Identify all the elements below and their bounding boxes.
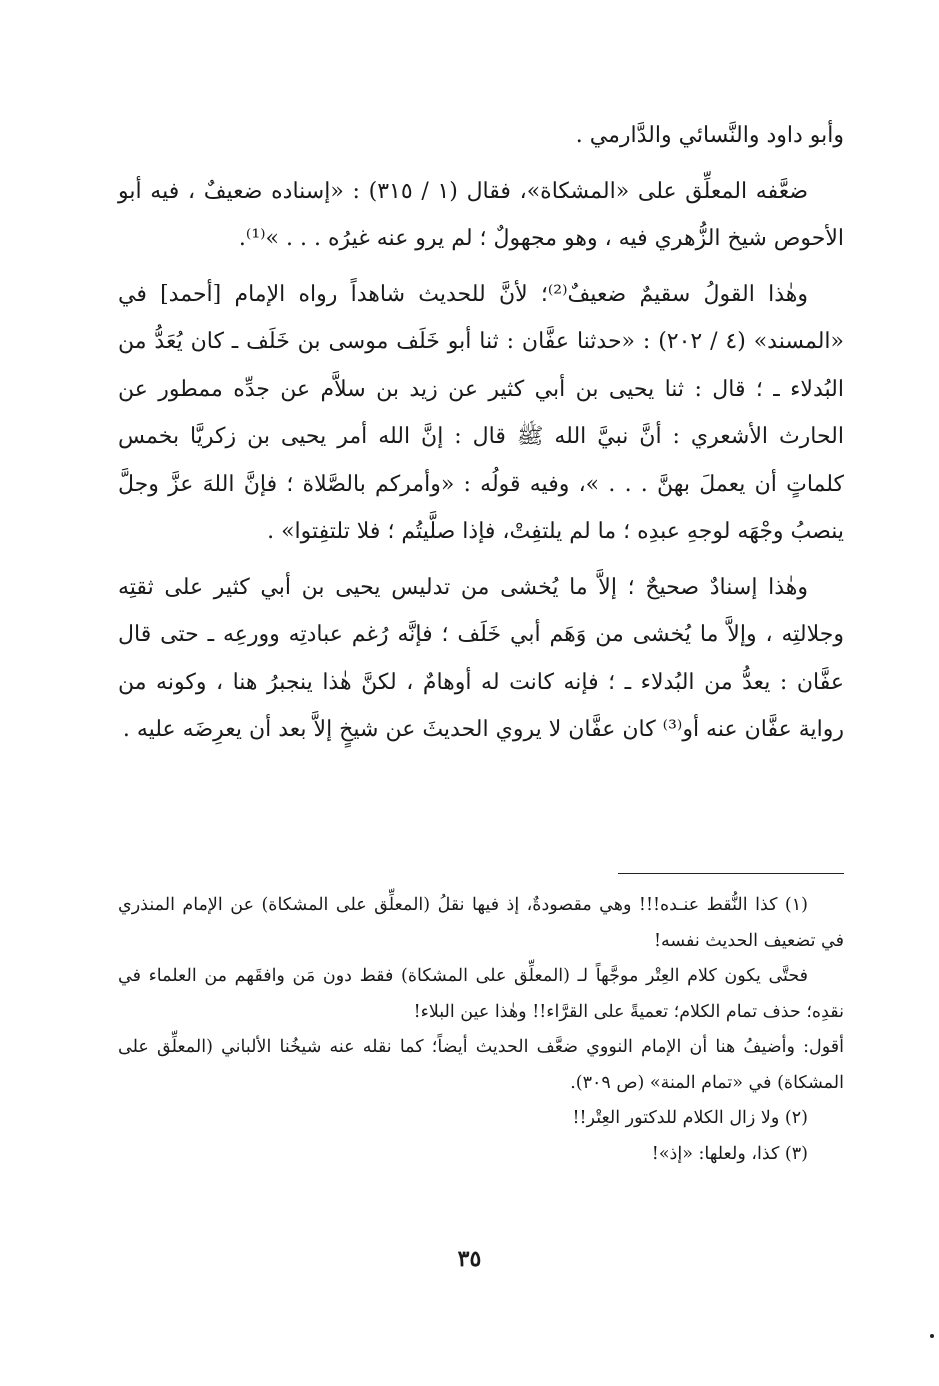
page-number: ٣٥ [457,1246,482,1272]
footnote-1: (١) كذا النُّقط عنـده!!! وهي مقصودةٌ، إذ فيها نقلُ (المعلِّق على المشكاة) عن الإمام المنذري في تضعيف الحديث نفسه! [118,895,844,951]
footnote-1-comment: أقول: وأضيفُ هنا أن الإمام النووي ضعَّف الحديث أيضاً؛ كما نقله عنه شيخُنا الألباني (المعلِّق على المشكاة) في «تمام المنة» (ص ٣٠٩). [118,1037,844,1093]
paragraph-2: ضعَّفه المعلِّق على «المشكاة»، فقال (١ / ٣١٥) : «إسناده ضعيفٌ ، فيه أبو الأحوص شيخ الزُّهري فيه ، وهو مجهولٌ ؛ لم يرو عنه غيرُه . . . »⁽¹⁾. [118,178,844,251]
paragraph-3: وهٰذا القولُ سقيمٌ ضعيفٌ⁽²⁾؛ لأنَّ للحديث شاهداً رواه الإمام [أحمد] في «المسند» (٤ / ٢٠٢) : «حدثنا عفَّان : ثنا أبو خَلَف موسى بن خَلَف ـ كان يُعَدُّ من البُدلاء ـ ؛ قال : ثنا يحيى بن أبي كثير عن زيد بن سلاَّم عن جدِّه ممطور عن الحارث الأشعري : أنَّ نبيَّ الله ﷺ قال : إنَّ الله أمر يحيى بن زكريَّا بخمس كلماتٍ أن يعملَ بهنَّ . . . »، وفيه قولُه : «وأمركم بالصَّلاة ؛ فإنَّ اللهَ عزَّ وجلَّ ينصبُ وجْهَه لوجهِ عبدِه ؛ ما لم يلتفِتْ، فإذا صلَّيتُم ؛ فلا تلتفِتوا» . [118,281,844,544]
footnote-3: (٣) كذا، ولعلها: «إذ»! [651,1143,808,1164]
footnote-2: (٢) ولا زال الكلام للدكتور العِتْر!! [572,1108,808,1128]
paragraph-1: وأبو داود والنَّسائي والدَّارمي . [575,123,844,148]
paragraph-4: وهٰذا إسنادٌ صحيحٌ ؛ إلاَّ ما يُخشى من تدليس يحيى بن أبي كثير على ثقتِه وجلالتِه ، وإلاَّ ما يُخشى من وَهَم أبي خَلَف ؛ فإنَّه رُغم عبادتِه وورعِه ـ حتى قال عفَّان : يعدُّ من البُدلاء ـ ؛ فإنه كانت له أوهامٌ ، لكنَّ هٰذا ينجبرُ هنا ، وكونه من رواية عفَّان عنه أو⁽³⁾ كان عفَّان لا يروي الحديثَ عن شيخٍ إلاَّ بعد أن يعرِضَه عليه . [118,574,844,742]
footnote-1-continuation: فحتَّى يكون كلام العِتْر موجَّهاً لـ (المعلِّق على المشكاة) فقط دون مَن وافقَهم من العلماء في نقدِه؛ حذف تمام الكلام؛ تعميةً على القرَّاء!! وهٰذا عين البلاء! [118,966,844,1022]
footnote-separator [618,873,844,874]
scan-speck [930,1334,934,1338]
main-text [118,112,844,762]
footnotes [118,888,844,1172]
